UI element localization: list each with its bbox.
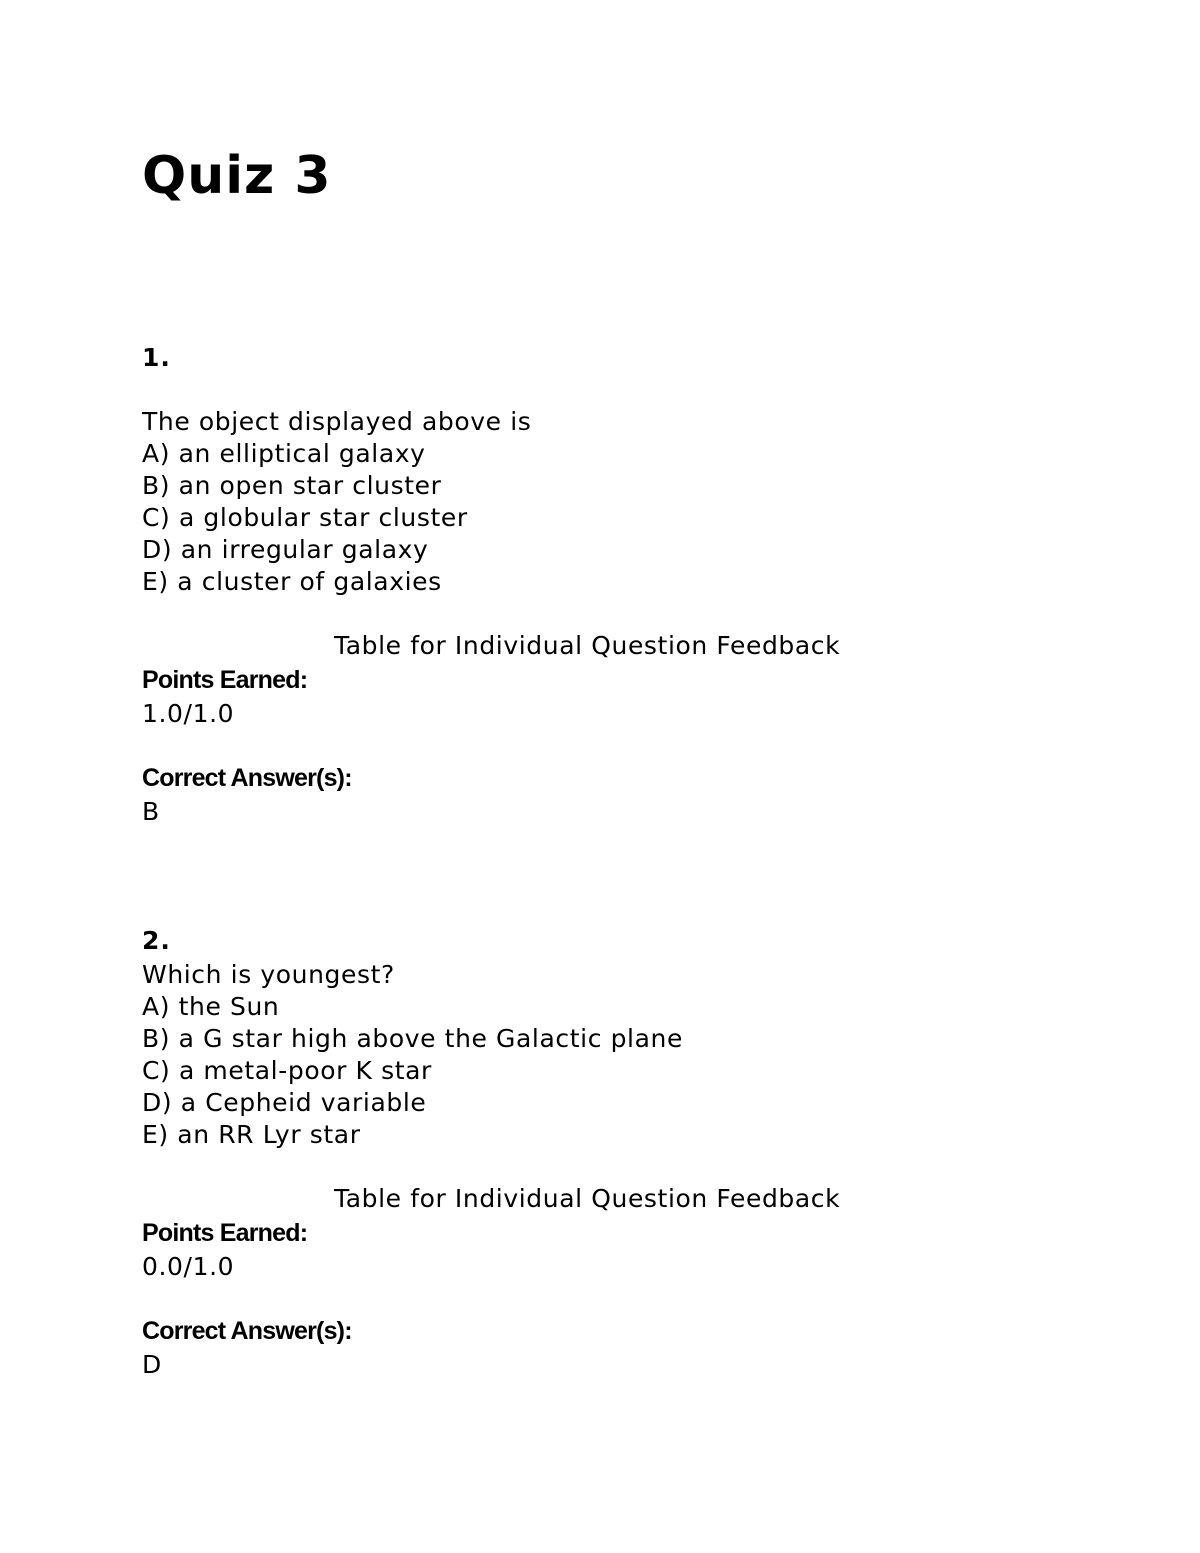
answer-choice-a: A) an elliptical galaxy <box>142 439 426 468</box>
question-stem: Which is youngest? <box>142 960 395 989</box>
feedback-table-title: Table for Individual Question Feedback <box>334 631 841 660</box>
answer-choice-b: B) a G star high above the Galactic plane <box>142 1024 683 1053</box>
answer-choice-c: C) a metal-poor K star <box>142 1056 432 1085</box>
question-number: 2. <box>142 926 171 955</box>
question-1 <box>142 340 1102 830</box>
answer-choice-b: B) an open star cluster <box>142 471 442 500</box>
points-earned-label: Points Earned: <box>142 1219 308 1247</box>
spacer <box>142 376 1102 406</box>
points-earned-value: 0.0/1.0 <box>142 1252 235 1281</box>
quiz-page <box>142 0 1102 1553</box>
spacer <box>142 1151 1102 1181</box>
page-title: Quiz 3 <box>142 146 332 206</box>
correct-answer-label: Correct Answer(s): <box>142 1317 352 1345</box>
points-earned-value: 1.0/1.0 <box>142 699 235 728</box>
spacer <box>142 598 1102 628</box>
answer-choice-d: D) an irregular galaxy <box>142 535 429 564</box>
spacer <box>142 1285 1102 1315</box>
feedback-table-title: Table for Individual Question Feedback <box>334 1184 841 1213</box>
question-2 <box>142 923 1102 1383</box>
correct-answer-value: D <box>142 1350 162 1379</box>
correct-answer-value: B <box>142 797 160 826</box>
points-earned-label: Points Earned: <box>142 666 308 694</box>
answer-choice-a: A) the Sun <box>142 992 280 1021</box>
question-number: 1. <box>142 343 171 372</box>
answer-choice-e: E) an RR Lyr star <box>142 1120 361 1149</box>
answer-choice-e: E) a cluster of galaxies <box>142 567 442 596</box>
correct-answer-label: Correct Answer(s): <box>142 764 352 792</box>
answer-choice-d: D) a Cepheid variable <box>142 1088 427 1117</box>
spacer <box>142 732 1102 762</box>
answer-choice-c: C) a globular star cluster <box>142 503 468 532</box>
question-stem: The object displayed above is <box>142 407 532 436</box>
